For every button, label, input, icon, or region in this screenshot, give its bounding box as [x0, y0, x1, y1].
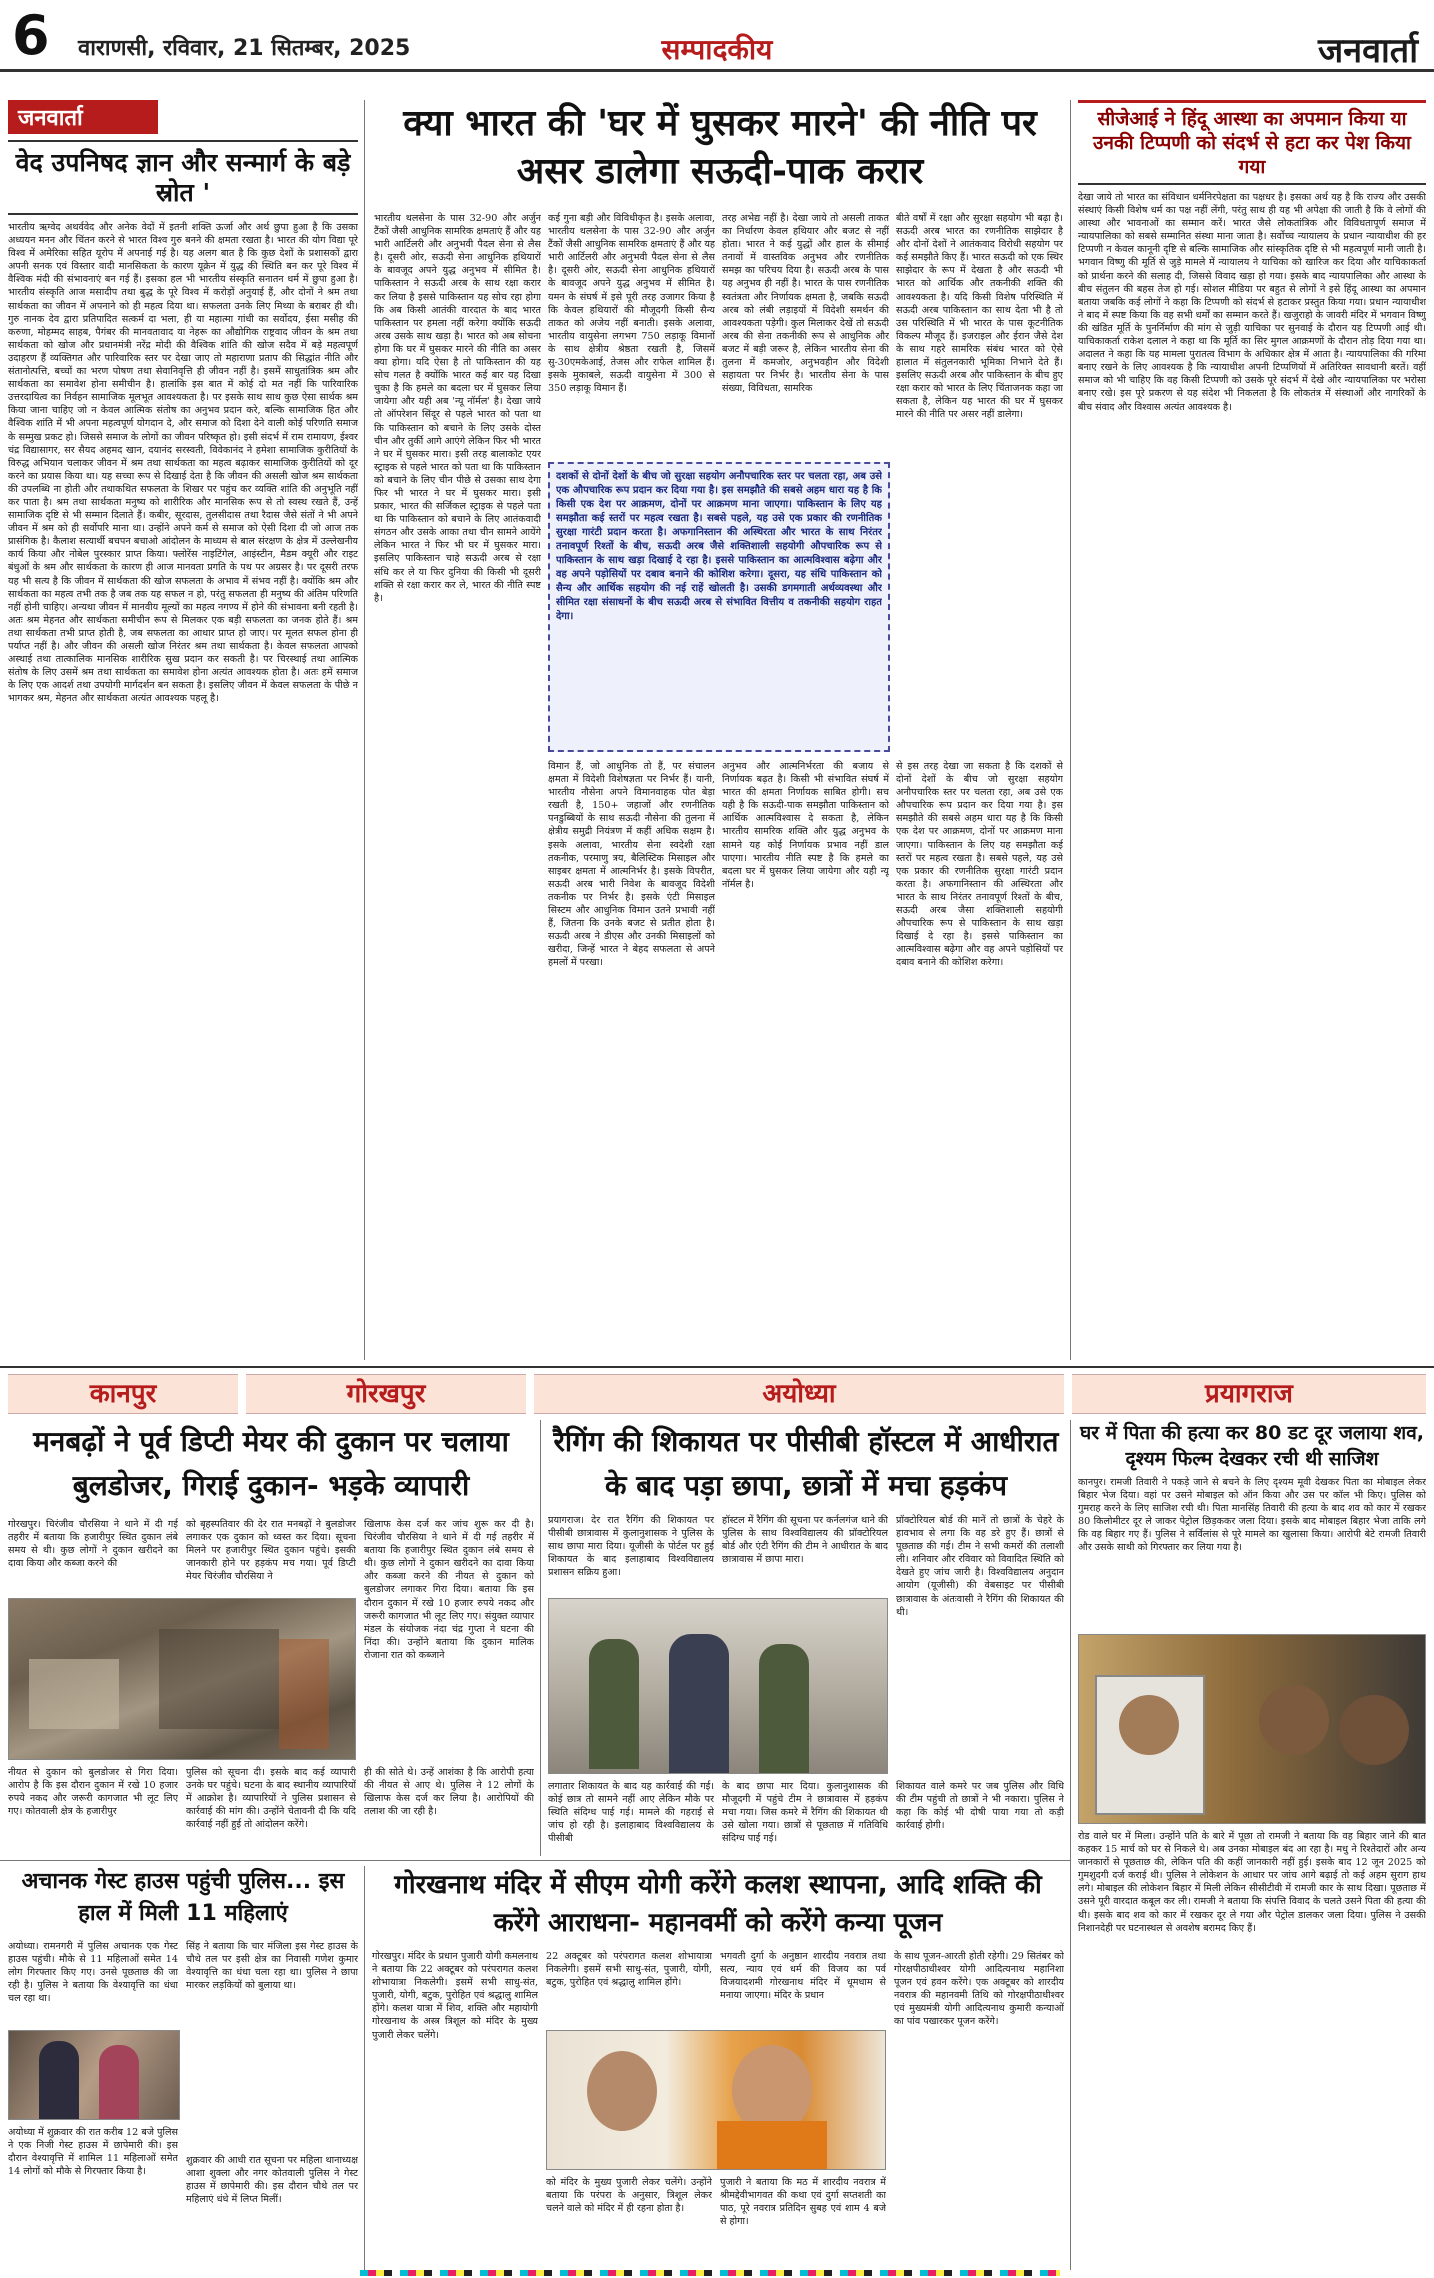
yogi-col-2b: को मंदिर के मुख्य पुजारी लेकर चलेंगे। उन्होंने बताया कि परंपरा के अनुसार, त्रिशूल लेकर चलने वाले को मंदिर में ही रहना होता है। [546, 2177, 712, 2215]
yogi-col-2: 22 अक्टूबर को परंपरागत कलश शोभायात्रा निकलेगी। इसमें सभी साधु-संत, पुजारी, योगी, बटुक, पुरोहित एवं श्रद्धालु शामिल होंगे। [546, 1951, 712, 1989]
guesthouse-headline: अचानक गेस्ट हाउस पहुंची पुलिस... इस हाल में मिली 11 महिलाएं [21, 1869, 345, 1926]
left-column [8, 100, 358, 1360]
main-col-1: भारतीय थलसेना के पास 32-90 और अर्जुन टैंकों जैसी आधुनिक सामरिक क्षमताएं हैं और यह भारी आर्टिलरी और अनुभवी पैदल सेना से लैस है। दूसरी ओर, सऊदी सेना आधुनिक हथियारों के बावजूद अपने युद्ध अनुभव में सीमित है। पाकिस्तान ने सऊदी अरब के साथ रक्षा करार कर लिया है इससे पाकिस्तान यह सोच रहा होगा कि अब किसी आतंकी वारदात के बाद भारत पाकिस्तान पर हमला नहीं करेगा क्योंकि सऊदी अरब उसके साथ खड़ा है। भारत को अब सोचना होगा कि घर में घुसकर मारने की नीति का असर क्या होगा। यदि ऐसा है तो पाकिस्तान की यह सोच गलत है क्योंकि भारत कई बार यह दिखा चुका है कि हमले का बदला घर में घुसकर लिया जायेगा और यही अब 'न्यू नॉर्मल' है। देखा जाये तो ऑपरेशन सिंदूर से पहले भारत को पता था कि पाकिस्तान को बचाने के लिए उसके दोस्त चीन और तुर्की आगे आएंगे लेकिन फिर भी भारत ने घर में घुसकर मारा। इसी तरह बालाकोट एयर स्ट्राइक से पहले भारत को पता था कि पाकिस्तान को बचाने के लिए चीन पीछे से उसका साथ देगा फिर भी भारत ने घर में घुसकर मारा। इसी प्रकार, भारत की सर्जिकल स्ट्राइक से पहले पता था कि पाकिस्तान को बचाने के लिए आतंकवादी संगठन और उसके आका तथा चीन सामने आयेंगे लेकिन भारत ने फिर भी घर में घुसकर मारा। इसलिए पाकिस्तान चाहे सऊदी अरब से रक्षा संधि कर ले या फिर दुनिया की किसी भी दूसरी शक्ति से रक्षा करार कर ले, भारत की नीति स्पष्ट है। [374, 213, 541, 604]
page-number: 6 [12, 4, 50, 67]
murder-body-2: रोड वाले घर में मिला। उन्होंने पति के बारे में पूछा तो रामजी ने बताया कि वह बिहार जाने की बात कहकर 15 मार्च को घर से निकले थे। अब उनका मोबाइल बंद आ रहा है। मधु ने रिश्तेदारों और अन्य जानकारों से पूछताछ की, लेकिन पति की कहीं जानकारी नहीं हुई। इसके बाद 12 जून 2025 को गुमशुदगी दर्ज कराई थी। पुलिस ने लोकेशन के आधार पर जांच आगे बढ़ाई तो कई अहम सुराग हाथ लगे। मोबाइल की लोकेशन बिहार में मिली लेकिन सीसीटीवी में रामजी कार के साथ दिखा। पूछताछ में उसने पूरी वारदात कबूल कर ली। रामजी ने बताया कि संपत्ति विवाद के चलते उसने पिता की हत्या की थी। इसके बाद शव को कार में रखकर दूर ले गया और पेट्रोल डालकर जला दिया। पुलिस ने उसकी निशानदेही पर घटनास्थल से अवशेष बरामद किए हैं। [1078, 1831, 1426, 1934]
main-headline: क्या भारत की 'घर में घुसकर मारने' की नीति पर असर डालेगा सऊदी-पाक करार [403, 103, 1037, 192]
guesthouse-col-1b: अयोध्या में शुक्रवार की रात करीब 12 बजे पुलिस ने एक निजी गेस्ट हाउस में छापेमारी की। इस दौरान वेश्यावृत्ति में शामिल 11 महिलाओं समेत 14 लोगों को मौके से गिरफ्तार किया है। [8, 2127, 178, 2178]
main-col-2: कई गुना बड़ी और विविधीकृत है। इसके अलावा, भारतीय थलसेना के पास 32-90 और अर्जुन टैंकों जैसी आधुनिक सामरिक क्षमताएं हैं और यह भारी आर्टिलरी और अनुभवी पैदल सेना से लैस है। दूसरी ओर, सऊदी सेना आधुनिक हथियारों के बावजूद अपने युद्ध अनुभव में सीमित है। यमन के संघर्ष में इसे पूरी तरह उजागर किया है कि केवल हथियारों की मौजूदगी किसी सैन्य ताकत को अजेय नहीं बनाती। इसके अलावा, भारतीय वायुसेना लगभग 750 लड़ाकू विमानों के साथ क्षेत्रीय श्रेष्ठता रखती है, जिसमें सु-30एमकेआई, तेजस और राफेल शामिल हैं। इसके मुकाबले, सऊदी वायुसेना में 300 से 350 लड़ाकू विमान हैं। [548, 213, 715, 395]
section-title: सम्पादकीय [661, 33, 773, 66]
left-headline: वेद उपनिषद ज्ञान और सन्मार्ग के बड़े स्रोत ' [8, 140, 358, 215]
bulldozer-col-3b: ही की सोते थे। उन्हें आशंका है कि आरोपी हत्या की नीयत से आए थे। पुलिस ने 12 लोगों के खिलाफ केस दर्ज कर लिया है। आरोपियों की तलाश की जा रही है। [364, 1767, 534, 1818]
yogi-col-1: गोरखपुर। मंदिर के प्रधान पुजारी योगी कमलनाथ ने बताया कि 22 अक्टूबर को परंपरागत कलश शोभायात्रा निकलेगी। इसमें सभी साधु-संत, पुजारी, योगी, बटुक, पुरोहित एवं श्रद्धालु शामिल होंगे। कलश यात्रा में शिव, शक्ति और महायोगी गोरखनाथ के अस्त्र त्रिशूल को मंदिर के मुख्य पुजारी लेकर चलेंगे। [372, 1951, 538, 2041]
yogi-headline: गोरखनाथ मंदिर में सीएम योगी करेंगे कलश स्थापना, आदि शक्ति की करेंगे आराधना- महानवमीं को करेंगे कन्या पूजन [394, 1870, 1042, 1938]
yogi-col-4: के साथ पूजन-आरती होती रहेगी। 29 सितंबर को गोरक्षपीठाधीश्वर योगी आदित्यनाथ महानिशा पूजन एवं हवन करेंगे। एक अक्टूबर को शारदीय नवरात्र की महानवमी तिथि को गोरक्षपीठाधीश्वर एवं मुख्यमंत्री योगी आदित्यनाथ कुमारी कन्याओं का पांव पखारकर पूजन करेंगे। [894, 1951, 1064, 2028]
bulldozer-headline: मनबढ़ों ने पूर्व डिप्टी मेयर की दुकान पर चलाया बुलडोजर, गिराई दुकान- भड़के व्यापारी [33, 1425, 509, 1502]
band-prayagraj: प्रयागराज [1072, 1374, 1426, 1414]
bulldozer-col-2: को बृहस्पतिवार की देर रात मनबढ़ों ने बुलडोजर लगाकर एक दुकान को ध्वस्त कर दिया। सूचना मिलने पर हजारीपुर स्थित दुकान पहुंचे। इसकी जानकारी होने पर हड़कंप मच गया। पूर्व डिप्टी मेयर चिरंजीव चौरसिया ने [186, 1519, 356, 1583]
color-registration-bar [360, 2270, 1060, 2276]
pull-quote-text: दशकों से दोनों देशों के बीच जो सुरक्षा सहयोग अनौपचारिक स्तर पर चलता रहा, अब उसे एक औपचारिक रूप प्रदान कर दिया गया है। इस समझौते की सबसे अहम धारा यह है कि किसी एक देश पर आक्रमण, दोनों पर आक्रमण माना जाएगा। पाकिस्तान के लिए यह समझौता कई स्तरों पर महत्व रखता है। सबसे पहले, यह उसे एक प्रकार की रणनीतिक सुरक्षा गारंटी प्रदान करता है। अफगानिस्तान की अस्थिरता और भारत के साथ निरंतर तनावपूर्ण रिश्तों के बीच, सऊदी अरब जैसे शक्तिशाली सहयोगी औपचारिक रूप से पाकिस्तान के साथ खड़ा दिखाई दे रहा है। इससे पाकिस्तान का आत्मविश्वास बढ़ेगा और वह अपने पड़ोसियों पर दबाव बनाने की कोशिश करेगा। दूसरा, यह संधि पाकिस्तान को सैन्य और आर्थिक सहयोग की नई राहें खोलती है। उसकी डगमगाती अर्थव्यवस्था और सीमित रक्षा संसाधनों के बीच सऊदी अरब से संभावित वित्तीय व तकनीकी सहयोग राहत देगा। [556, 471, 882, 622]
right-body: देखा जाये तो भारत का संविधान धर्मनिरपेक्षता का पक्षधर है। इसका अर्थ यह है कि राज्य और उसकी संस्थाएं किसी विशेष धर्म का पक्ष नहीं लेंगी, परंतु साथ ही यह भी अपेक्षा की जाती है कि वे लोगों की आस्था और भावनाओं का सम्मान करें। भारत जैसे लोकतांत्रिक और विविधतापूर्ण समाज में न्यायपालिका को सबसे सम्मानित संस्था माना जाता है। सर्वोच्च न्यायालय के प्रधान न्यायाधीश की हर टिप्पणी न केवल कानूनी दृष्टि से बल्कि सामाजिक और सांस्कृतिक दृष्टि से भी महत्वपूर्ण मानी जाती है। भगवान विष्णु की मूर्ति से जुड़े मामले में न्यायालय ने याचिका को खारिज कर दिया और याचिकाकर्ता को प्रार्थना करने की सलाह दी, जिससे विवाद खड़ा हो गया। इसके बाद न्यायपालिका और आस्था के बीच संतुलन की बहस तेज हो गई। सोशल मीडिया पर बहुत से लोगों ने इसे हिंदू आस्था का अपमान बताया जबकि कई लोगों ने कहा कि टिप्पणी को संदर्भ से हटाकर प्रस्तुत किया गया। प्रधान न्यायाधीश ने बाद में स्पष्ट किया कि वह सभी धर्मों का सम्मान करते हैं। खजुराहो के जावरी मंदिर में भगवान विष्णु की खंडित मूर्ति के पुनर्निर्माण की मांग से जुड़ी याचिका पर सुनवाई के दौरान यह टिप्पणी आई थी। याचिकाकर्ता राकेश दलाल ने कहा था कि मूर्ति का सिर मुगल आक्रमणों के दौरान तोड़ दिया गया था। अदालत ने कहा कि यह मामला पुरातत्व विभाग के अधिकार क्षेत्र में आता है। न्यायपालिका की गरिमा बनाए रखने के लिए आवश्यक है कि न्यायाधीश अपनी टिप्पणियों में अतिरिक्त सावधानी बरतें। वहीं समाज को भी चाहिए कि वह किसी टिप्पणी को उसके पूरे संदर्भ में देखे और न्यायपालिका पर भरोसा बनाए रखे। इस पूरे प्रकरण से यह संदेश भी निकलता है कि लोकतंत्र में संस्थाओं और नागरिकों के बीच संवाद और विश्वास अत्यंत आवश्यक है। [1078, 192, 1426, 413]
murder-photo [1078, 1634, 1426, 1824]
bulldozer-col-1: गोरखपुर। चिरंजीव चौरसिया ने थाने में दी गई तहरीर में बताया कि हजारीपुर स्थित दुकान लंबे समय से थी। कुछ लोगों ने दुकान खरीदने का दावा किया और कब्जा करने की [8, 1519, 178, 1570]
ragging-col-2: हॉस्टल में रैगिंग की सूचना पर कर्नलगंज थाने की पुलिस के साथ विश्वविद्यालय की प्रॉक्टोरियल बोर्ड और एंटी रैगिंग की टीम ने आधीरात के बाद छात्रावास में छापा मारा। [722, 1515, 888, 1566]
band-kanpur: कानपुर [8, 1374, 238, 1414]
ragging-col-3b: शिकायत वाले कमरे पर जब पुलिस और विधि की टीम पहुंची तो छात्रों ने भी नकारा। पुलिस ने कहा कि कोई भी दोषी पाया गया तो कड़ी कार्रवाई होगी। [896, 1781, 1064, 1832]
main-col-4: बीते वर्षों में रक्षा और सुरक्षा सहयोग भी बढ़ा है। सऊदी अरब भारत का रणनीतिक साझेदार है और दोनों देशों ने आतंकवाद विरोधी सहयोग पर कई समझौते किए हैं। भारत सऊदी को एक स्थिर साझेदार के रूप में देखता है और सऊदी भी भारत को आर्थिक और तकनीकी शक्ति की आवश्यकता है। यदि किसी विशेष परिस्थिति में सऊदी अरब पाकिस्तान का साथ देता भी है तो उस परिस्थिति में भी भारत के पास कूटनीतिक विकल्प मौजूद हैं। इजराइल और ईरान जैसे देश के साथ गहरे सामरिक संबंध भारत को ऐसे हालात में संतुलनकारी भूमिका निभाने देते हैं। इसलिए सऊदी अरब और पाकिस्तान के बीच हुए रक्षा करार को भारत के लिए चिंताजनक कहा जा सकता है, लेकिन यह भारत की घर में घुसकर मारने की नीति पर असर नहीं डालेगा। [896, 213, 1063, 421]
bulldozer-col-2b: पुलिस को सूचना दी। इसके बाद कई व्यापारी उनके घर पहुंचे। घटना के बाद स्थानीय व्यापारियों में आक्रोश है। व्यापारियों ने पुलिस प्रशासन से कार्रवाई की मांग की। उन्होंने चेतावनी दी कि यदि कार्रवाई नहीं हुई तो आंदोलन करेंगे। [186, 1767, 356, 1831]
ragging-photo [548, 1598, 888, 1774]
ragging-headline: रैगिंग की शिकायत पर पीसीबी हॉस्टल में आधीरात के बाद पड़ा छापा, छात्रों में मचा हड़कंप [553, 1425, 1059, 1502]
main-col-4b: से इस तरह देखा जा सकता है कि दशकों से दोनों देशों के बीच जो सुरक्षा सहयोग अनौपचारिक स्तर पर चलता रहा, अब उसे एक औपचारिक रूप प्रदान कर दिया गया है। इस समझौते की सबसे अहम धारा यह है कि किसी एक देश पर आक्रमण, दोनों पर आक्रमण माना जाएगा। पाकिस्तान के लिए यह समझौता कई स्तरों पर महत्व रखता है। सबसे पहले, यह उसे एक प्रकार की रणनीतिक सुरक्षा गारंटी प्रदान करता है। अफगानिस्तान की अस्थिरता और भारत के साथ निरंतर तनावपूर्ण रिश्तों के बीच, सऊदी अरब जैसा शक्तिशाली सहयोगी औपचारिक रूप से पाकिस्तान के साथ खड़ा दिखाई दे रहा है। इससे पाकिस्तान का आत्मविश्वास बढ़ेगा और वह अपने पड़ोसियों पर दबाव बनाने की कोशिश करेगा। [896, 761, 1063, 969]
column-badge: जनवार्ता [8, 100, 158, 134]
yogi-col-3b: पुजारी ने बताया कि मठ में शारदीय नवरात्र में श्रीमद्देवीभागवत की कथा एवं दुर्गा सप्तशती का पाठ, पूरे नवरात्र प्रतिदिन सुबह एवं शाम 4 बजे से होगा। [720, 2177, 886, 2228]
ragging-col-3: प्रॉक्टोरियल बोर्ड की मानें तो छात्रों के चेहरे के हावभाव से लगा कि वह डरे हुए हैं। छात्रों से पूछताछ की गई। टीम ने सभी कमरों की तलाशी ली। शनिवार और रविवार को विवादित स्थिति को देखते हुए जांच जारी है। विश्वविद्यालय अनुदान आयोग (यूजीसी) की वेबसाइट पर पीसीबी छात्रावास के अंतःवासी ने रैगिंग की शिकायत की थी। [896, 1515, 1064, 1618]
main-col-3b: अनुभव और आत्मनिर्भरता की बजाय से निर्णायक बढ़त है। किसी भी संभावित संघर्ष में भारत की क्षमता निर्णायक साबित होगी। सच यही है कि सऊदी-पाक समझौता पाकिस्तान को आर्थिक आत्मविश्वास दे सकता है, लेकिन भारतीय सामरिक शक्ति और युद्ध अनुभव के सामने यह कोई निर्णायक प्रभाव नहीं डाल पाएगा। भारतीय नीति स्पष्ट है कि हमले का बदला घर में घुसकर लिया जायेगा और यही न्यू नॉर्मल है। [722, 761, 889, 890]
masthead [0, 0, 1434, 72]
ragging-col-1b: लगातार शिकायत के बाद यह कार्रवाई की गई। कोई छात्र तो सामने नहीं आए लेकिन मौके पर स्थिति संदिग्ध पाई गई। मामले की गहराई से जांच हो रही है। इलाहाबाद विश्वविद्यालय के पीसीबी [548, 1781, 714, 1845]
ragging-col-1: प्रयागराज। देर रात रैगिंग की शिकायत पर पीसीबी छात्रावास में कुलानुशासक ने पुलिस के साथ छापा मारा दिया। यूजीसी के पोर्टल पर हुई शिकायत के बाद इलाहाबाद विश्वविद्यालय प्रशासन सक्रिय हुआ। [548, 1515, 714, 1579]
main-col-3: तरह अभेद्य नहीं है। देखा जाये तो असली ताकत का निर्धारण केवल हथियार और बजट से नहीं होता। भारत ने कई युद्धों और हाल के सीमाई तनावों में वास्तविक अनुभव और रणनीतिक समझ का परिचय दिया है। सऊदी अरब के पास यह अनुभव ही नहीं है। भारत के पास रणनीतिक स्वतंत्रता और निर्णायक क्षमता है, जबकि सऊदी अरब को लंबी लड़ाइयों में विदेशी समर्थन की आवश्यकता पड़ेगी। कुल मिलाकर देखें तो सऊदी अरब की सेना तकनीकी रूप से आधुनिक और बजट में बड़ी जरूर है, लेकिन भारतीय सेना की तुलना में कमजोर, अनुभवहीन और विदेशी सहायता पर निर्भर है। भारतीय सेना के पास संख्या, विविधता, सामरिक [722, 213, 889, 395]
guesthouse-col-2: सिंह ने बताया कि चार मंजिला इस गेस्ट हाउस के चौथे तल पर इसी क्षेत्र का निवासी गणेश कुमार वेश्यावृत्ति का धंधा चला रहा था। पुलिस ने छापा मारकर लड़कियों को बुलाया था। [186, 1941, 358, 1992]
right-column [1078, 100, 1426, 1360]
guesthouse-col-1: अयोध्या। रामनगरी में पुलिस अचानक एक गेस्ट हाउस पहुंची। मौके से 11 महिलाओं समेत 14 लोग गिरफ्तार किए गए। उनसे पूछताछ की जा रही है। पुलिस ने बताया कि वेश्यावृत्ति का धंधा चल रहा था। [8, 1941, 178, 2005]
pull-quote [548, 462, 890, 752]
bulldozer-col-3: खिलाफ केस दर्ज कर जांच शुरू कर दी है। चिरंजीव चौरसिया ने थाने में दी गई तहरीर में बताया कि हजारीपुर स्थित दुकान लंबे समय से थी। कुछ लोगों ने दुकान खरीदने का दावा किया और कब्जा करने की नीयत से दुकान को बुलडोजर लगाकर गिरा दिया। बताया कि इस दौरान दुकान में रखे 10 हजार रुपये नकद और जरूरी कागजात भी लूट लिए गए। संयुक्त व्यापार मंडल के संयोजक नंदा चंद्र गुप्ता ने घटना की निंदा की। उन्होंने बताया कि दुकान मालिक रोजाना रात को कब्जाने [364, 1519, 534, 1661]
yogi-col-3: भगवती दुर्गा के अनुष्ठान शारदीय नवरात्र तथा सत्य, न्याय एवं धर्म की विजय का पर्व विजयादशमी गोरखनाथ मंदिर में धूमधाम से मनाया जाएगा। मंदिर के प्रधान [720, 1951, 886, 2002]
yogi-photo [546, 2030, 886, 2170]
main-col-2b: विमान हैं, जो आधुनिक तो हैं, पर संचालन क्षमता में विदेशी विशेषज्ञता पर निर्भर हैं। यानी, भारतीय नौसेना अपने विमानवाहक पोत बेड़ा रखती है, 150+ जहाजों और रणनीतिक पनडुब्बियों के साथ सऊदी नौसेना की तुलना में क्षेत्रीय समुद्री नियंत्रण में कहीं अधिक सक्षम है। इसके अलावा, भारतीय सेना स्वदेशी रक्षा तकनीक, परमाणु त्रय, बैलिस्टिक मिसाइल और साइबर क्षमता में आत्मनिर्भर है। इसके विपरीत, सऊदी अरब भारी निवेश के बावजूद विदेशी तकनीक पर निर्भर है। इसके एंटी मिसाइल सिस्टम और आधुनिक विमान उतने प्रभावी नहीं हैं, जितना कि उनके बजट से प्रतीत होता है। सऊदी अरब ने डीएस और उनकी मिसाइलों को खरीदा, जिन्हें भारत ने बेहद सफलता से अपने हमलों में परखा। [548, 761, 715, 969]
murder-body: कानपुर। रामजी तिवारी ने पकड़े जाने से बचने के लिए दृश्यम मूवी देखकर पिता का मोबाइल लेकर बिहार भेज दिया। वहां पर उसने मोबाइल को ऑन किया और उस पर कॉल भी किए। पुलिस को गुमराह करने के लिए साजिश रची थी। पिता मानसिंह तिवारी की हत्या के बाद शव को कार में रखकर 80 किलोमीटर दूर ले जाकर पेट्रोल छिड़ककर जला दिया। इसके बाद मोबाइल बिहार भेजा ताकि लगे कि वह बिहार गए हैं। पुलिस ने सर्विलांस से पूरे मामले का खुलासा किया। आरोपी बेटे रामजी तिवारी और उसके साथी को गिरफ्तार कर लिया गया है। [1078, 1477, 1426, 1554]
guesthouse-photo [8, 2030, 180, 2120]
paper-name: जनवार्ता [1318, 31, 1418, 71]
dateline: वाराणसी, रविवार, 21 सितम्बर, 2025 [78, 36, 411, 61]
left-body: भारतीय ऋग्वेद अथर्ववेद और अनेक वेदों में इतनी शक्ति ऊर्जा और अर्थ छुपा हुआ है कि उसका अध्ययन मनन और चिंतन करने से भारत विश्व गुरु बनने की क्षमता रखता है। भारत की योग विद्या पूरे विश्व में अमेरिका सहित यूरोप में अपनाई गई है। यह अलग बात है कि कुछ देशों के प्रशासकों द्वारा अपनी सनक एवं विस्तार वादी मानसिकता के कारण यूक्रेन में युद्ध की स्थिति बन कर पूरे विश्व में वैश्विक मंदी की संभावनाएं बन गई हैं। इसका हल भी भारतीय संस्कृति सनातन धर्म में छुपा हुआ है। भारतीय संस्कृति आज मसादीप तथा बुद्ध के पूरे विश्व में करोड़ों अनुयाई हैं, और दोनों ने श्रम तथा सार्थकता का जीवन में अपनाने को ही महत्व दिया था। सफलता उनके लिए मिथ्या के बराबर ही थी। गुरु नानक देव द्वारा प्रतिपादित सत्कर्म दा भला, ही या महात्मा गांधी का सर्वोदय, ईसा मसीह की करुणा, मोहम्मद साहब, पैगंबर की मानवतावाद या नेहरू का औद्योगिक राष्ट्रवाद जीवन के श्रम तथा सार्थकता को खोज और प्रधानमंत्री नरेंद्र मोदी की वैश्विक शांति की खोज सदैव में बड़े महत्वपूर्ण उदाहरण हैं व्यक्तिगत और पारिवारिक स्तर पर देखा जाए तो महाराणा प्रताप की सिद्धांत नीति और संतानोत्पत्ति, बच्चों का भरण पोषण तथा सेवानिवृत्ति ही जीवन नहीं है। इसमें साधुतांत्रिक श्रम और सार्थकता का समावेश होना समीचीन है। हालांकि इस बात में कोई दो मत नहीं कि पारिवारिक उत्तरदायित्व का निर्वहन सामाजिक मूलभूत आवश्यकता है। पर इसके साथ साथ कुछ ऐसा सार्थक श्रम किया जाना चाहिए जो न केवल आत्मिक संतोष का अनुभव प्रदान करे, बल्कि सामाजिक हित और वैश्विक शांति में भी अपना महत्वपूर्ण योगदान दे, और समाज को दिशा देने वाली कोई परिणति समाज के सम्मुख प्रकट हो। जिससे समाज के लोगों का जीवन परिष्कृत हो। इसी संदर्भ में राम रामायण, ईश्वर चंद्र विद्यासागर, सर सैयद अहमद खान, दयानंद सरस्वती, विवेकानंद ने हमेशा सामाजिक कुरीतियों के विरुद्ध अभियान चलाकर जीवन में श्रम तथा सार्थकता का महत्व बढ़ाकर सामाजिक कुरीतियों को दूर करने का प्रयास किया था। यह सच्चा रूप से दिखाई देता है कि जीवन की असली खोज श्रम सार्थकता की उपलब्धि ना होती और तथाकथित सफलता के शिखर पर पहुंच कर व्यक्ति शांति की अनुभूति नहीं कर पाता है। श्रम तथा सार्थकता मनुष्य को शारीरिक और मानसिक रूप से तो स्वस्थ रखते हैं, उन्हें सामाजिक दृष्टि से भी सम्मान दिलाते हैं। कबीर, सूरदास, तुलसीदास तथा रैदास जैसे संतों ने भी अपने जीवन में श्रम को ही सर्वोपरि माना था। उन्होंने अपने कर्म से समाज को ऐसी दिशा दी जो आज तक प्रासंगिक है। कैलाश सत्यार्थी बचपन बचाओ आंदोलन के माध्यम से बाल संरक्षण के क्षेत्र में उल्लेखनीय कार्य किया और नोबेल पुरस्कार प्राप्त किया। फ्लोरेंस नाइटिंगेल, आइंस्टीन, मैडम क्यूरी और राइट बंधुओं के श्रम और सार्थकता के कारण ही आज मानवता प्रगति के पथ पर अग्रसर है। पर दूसरी तरफ यह भी सत्य है कि जीवन में सार्थकता की खोज सफलता के अभाव में संभव नहीं है। क्योंकि श्रम और सार्थकता का महत्व तभी तक है जब तक यह सफल न हो, परंतु सफलता ही मनुष्य की अंतिम परिणति नहीं होनी चाहिए। अन्यथा जीवन में मानवीय मूल्यों का महत्व नगण्य में होने की संभावना बनी रहती है। अतः श्रम मेहनत और सार्थकता समीचीन रूप से मिलकर एक बड़ी सफलता का जनक होते हैं। श्रम तथा सार्थकता तभी प्राप्त होती है, जब सफलता का आधार प्राप्त हो जाए। पर मूलत सफल होना ही पर्याप्त नहीं है। और जीवन की असली खोज निरंतर श्रम तथा सार्थकता है। केवल सफलता आपको अस्थाई तथा तात्कालिक मानसिक शारीरिक सुख प्रदान कर सकती है। पर चिरस्थाई तथा आत्मिक संतोष के लिए उसमें श्रम तथा सार्थकता का समावेश होना अत्यंत आवश्यक होता है। अतः हमें समाज के लिए एक आदर्श तथा उपयोगी मार्गदर्शन बन सकता है। इसलिए जीवन में केवल सफलता के पीछे न भागकर श्रम, मेहनत और सार्थकता अत्यंत आवश्यक पहलू है। [8, 222, 358, 705]
murder-headline: घर में पिता की हत्या कर 80 डट दूर जलाया शव, दृश्यम फिल्म देखकर रची थी साजिश [1080, 1422, 1424, 1470]
ragging-col-2b: के बाद छापा मार दिया। कुलानुशासक की मौजूदगी में पहुंचे टीम ने छात्रावास में हड़कंप मचा गया। जिस कमरे में रैगिंग की शिकायत थी उसे खोला गया। छात्रों से पूछताछ में गतिविधि संदिग्ध पाई गई। [722, 1781, 888, 1845]
guesthouse-col-2b: शुक्रवार की आधी रात सूचना पर महिला थानाध्यक्ष आशा शुक्ला और नगर कोतवाली पुलिस ने गेस्ट हाउस में छापेमारी की। इस दौरान चौथे तल पर महिलाएं धंधे में लिप्त मिलीं। [186, 2155, 358, 2206]
band-gorakhpur: गोरखपुर [246, 1374, 526, 1414]
band-ayodhya: अयोध्या [534, 1374, 1064, 1414]
right-headline: सीजेआई ने हिंदू आस्था का अपमान किया या उनकी टिप्पणी को संदर्भ से हटा कर पेश किया गया [1078, 100, 1426, 185]
bulldozer-col-1b: नीयत से दुकान को बुलडोजर से गिरा दिया। आरोप है कि इस दौरान दुकान में रखे 10 हजार रुपये नकद और जरूरी कागजात भी लूट लिए गए। कोतवाली क्षेत्र के हजारीपुर [8, 1767, 178, 1818]
bulldozer-photo [8, 1598, 356, 1760]
